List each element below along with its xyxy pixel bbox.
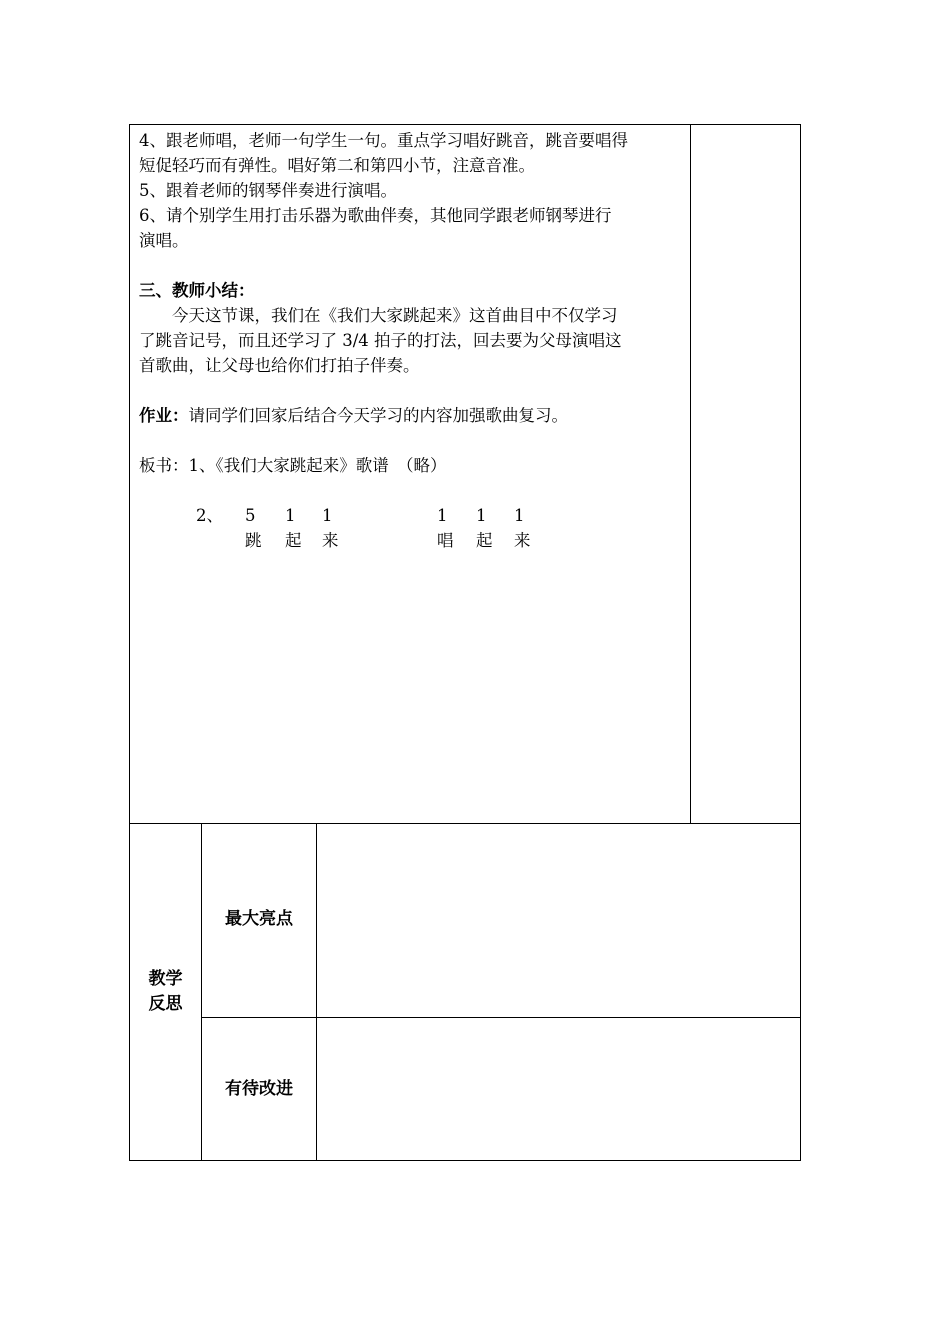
lesson-plan-table: [129, 124, 801, 1161]
homework-label: 作业：: [139, 406, 189, 425]
lesson-content: [139, 128, 684, 553]
reflection-label: [130, 967, 201, 1017]
homework-text: 请同学们回家后结合今天学习的内容加强歌曲复习。: [188, 406, 568, 425]
summary-line: 今天这节课，我们在《我们大家跳起来》这首曲目中不仅学习: [172, 306, 618, 325]
lyric: 起: [285, 531, 302, 550]
lesson-line: 5、跟着老师的钢琴伴奏进行演唱。: [139, 181, 397, 200]
note: 1: [285, 506, 296, 525]
reflection-label-divider: [201, 823, 202, 1160]
lesson-line: 4、跟老师唱，老师一句学生一句。重点学习唱好跳音，跳音要唱得: [139, 131, 628, 150]
lyric: 来: [514, 531, 531, 550]
board-notes-row: [139, 503, 684, 528]
lyric: 起: [476, 531, 493, 550]
board-lyrics-row: [139, 528, 684, 553]
homework: [139, 403, 684, 428]
note: 1: [514, 506, 525, 525]
note: 1: [322, 506, 333, 525]
note: 1: [437, 506, 448, 525]
lyric: 来: [322, 531, 339, 550]
improve-content-cell[interactable]: [317, 1018, 800, 1160]
lesson-line: 6、请个别学生用打击乐器为歌曲伴奏，其他同学跟老师钢琴进行: [139, 206, 612, 225]
lyric: 跳: [245, 531, 262, 550]
board-number: 2、: [196, 506, 223, 525]
board-line-1: 板书：1、《我们大家跳起来》歌谱 （略）: [139, 456, 447, 475]
lesson-line: 短促轻巧而有弹性。唱好第二和第四小节，注意音准。: [139, 156, 535, 175]
note: 1: [476, 506, 487, 525]
lyric: 唱: [437, 531, 454, 550]
highlight-content-cell[interactable]: [317, 824, 800, 1017]
summary-heading: 三、教师小结：: [139, 281, 255, 300]
summary-line: 了跳音记号，而且还学习了 3/4 拍子的打法，回去要为父母演唱这: [139, 331, 622, 350]
note: 5: [245, 506, 256, 525]
summary-line: 首歌曲，让父母也给你们打拍子伴奏。: [139, 356, 420, 375]
reflection-label-line: 反思: [148, 994, 183, 1014]
reflection-label-line: 教学: [148, 969, 183, 989]
lesson-line: 演唱。: [139, 231, 189, 250]
notes-column-cell[interactable]: [691, 125, 800, 823]
improve-label: 有待改进: [225, 1079, 293, 1099]
highlight-label: 最大亮点: [225, 909, 293, 929]
